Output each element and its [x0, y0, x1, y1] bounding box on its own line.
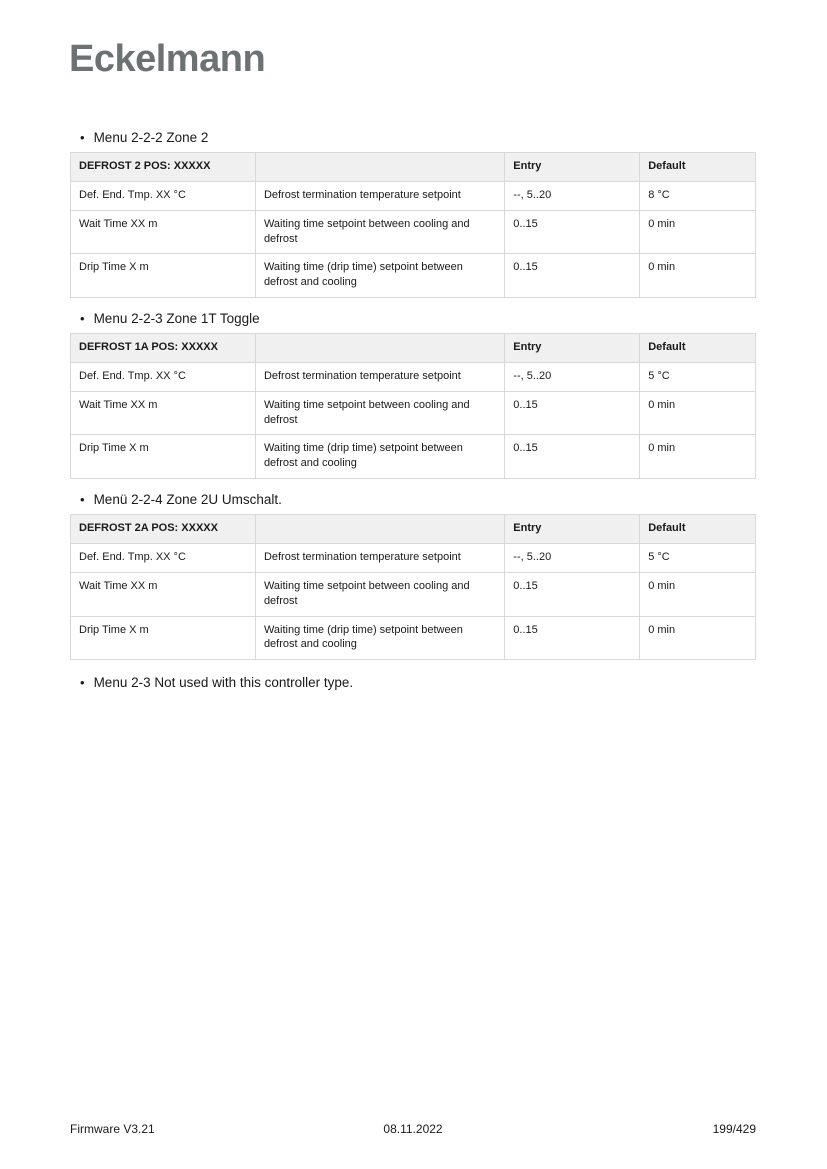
header-cell-entry: Entry	[505, 153, 640, 182]
header-cell-entry: Entry	[505, 334, 640, 363]
cell-param: Wait Time XX m	[71, 391, 256, 435]
cell-default: 0 min	[640, 572, 756, 616]
footer-firmware-version: Firmware V3.21	[70, 1122, 155, 1136]
table-row	[71, 254, 756, 298]
defrost-1a-table	[70, 333, 756, 479]
cell-entry: 0..15	[505, 435, 640, 479]
cell-description: Defrost termination temperature setpoint	[255, 362, 504, 391]
cell-entry: --, 5..20	[505, 181, 640, 210]
cell-param: Def. End. Tmp. XX °C	[71, 362, 256, 391]
cell-description: Waiting time (drip time) setpoint between defrost and cooling	[255, 254, 504, 298]
page-content	[70, 130, 756, 697]
cell-default: 8 °C	[640, 181, 756, 210]
cell-description: Defrost termination temperature setpoint	[255, 543, 504, 572]
cell-entry: 0..15	[505, 616, 640, 660]
cell-entry: --, 5..20	[505, 543, 640, 572]
defrost-2a-table	[70, 514, 756, 660]
table-row	[71, 543, 756, 572]
header-cell-entry: Entry	[505, 515, 640, 544]
cell-description: Waiting time setpoint between cooling and defrost	[255, 572, 504, 616]
header-cell-default: Default	[640, 334, 756, 363]
cell-default: 0 min	[640, 254, 756, 298]
cell-default: 0 min	[640, 435, 756, 479]
cell-entry: 0..15	[505, 210, 640, 254]
table-row	[71, 435, 756, 479]
cell-description: Waiting time (drip time) setpoint between defrost and cooling	[255, 435, 504, 479]
cell-entry: --, 5..20	[505, 362, 640, 391]
header-cell-default: Default	[640, 515, 756, 544]
menu-section-2-2-2	[70, 130, 756, 298]
bullet-icon: •	[80, 130, 85, 145]
bullet-icon: •	[80, 492, 85, 508]
cell-description: Defrost termination temperature setpoint	[255, 181, 504, 210]
cell-param: Wait Time XX m	[71, 210, 256, 254]
section-bullet-heading	[80, 311, 756, 326]
eckelmann-logo: Eckelmann	[69, 38, 266, 80]
section-heading-text: Menu 2-2-3 Zone 1T Toggle	[93, 311, 260, 327]
cell-entry: 0..15	[505, 391, 640, 435]
menu-2-3-note	[80, 675, 756, 690]
header-cell-empty	[255, 515, 504, 544]
cell-description: Waiting time setpoint between cooling and defrost	[255, 391, 504, 435]
header-cell-default: Default	[640, 153, 756, 182]
section-bullet-heading	[80, 492, 756, 507]
footer-date: 08.11.2022	[383, 1122, 443, 1136]
header-cell-pos: DEFROST 1A POS: XXXXX	[71, 334, 256, 363]
table-row	[71, 572, 756, 616]
cell-description: Waiting time setpoint between cooling and defrost	[255, 210, 504, 254]
cell-default: 5 °C	[640, 543, 756, 572]
header-cell-empty	[255, 153, 504, 182]
note-text: Menu 2-3 Not used with this controller type.	[93, 675, 354, 691]
page-footer	[70, 1122, 756, 1136]
cell-default: 0 min	[640, 391, 756, 435]
header-cell-pos: DEFROST 2 POS: XXXXX	[71, 153, 256, 182]
table-header-row	[71, 153, 756, 182]
bullet-icon: •	[80, 311, 85, 327]
table-row	[71, 616, 756, 660]
table-header-row	[71, 515, 756, 544]
section-heading-text: Menü 2-2-4 Zone 2U Umschalt.	[93, 492, 282, 508]
table-row	[71, 362, 756, 391]
menu-section-2-2-3	[70, 311, 756, 479]
cell-param: Def. End. Tmp. XX °C	[71, 181, 256, 210]
table-row	[71, 391, 756, 435]
table-row	[71, 210, 756, 254]
table-row	[71, 181, 756, 210]
cell-default: 5 °C	[640, 362, 756, 391]
cell-entry: 0..15	[505, 572, 640, 616]
cell-param: Drip Time X m	[71, 254, 256, 298]
table-header-row	[71, 334, 756, 363]
footer-page-number: 199/429	[712, 1122, 757, 1136]
cell-param: Drip Time X m	[71, 435, 256, 479]
bullet-icon: •	[80, 675, 85, 691]
header-cell-pos: DEFROST 2A POS: XXXXX	[71, 515, 256, 544]
menu-section-2-2-4	[70, 492, 756, 660]
cell-entry: 0..15	[505, 254, 640, 298]
header-cell-empty	[255, 334, 504, 363]
cell-param: Def. End. Tmp. XX °C	[71, 543, 256, 572]
cell-description: Waiting time (drip time) setpoint between defrost and cooling	[255, 616, 504, 660]
cell-default: 0 min	[640, 210, 756, 254]
defrost-2-table	[70, 152, 756, 298]
cell-param: Drip Time X m	[71, 616, 256, 660]
cell-param: Wait Time XX m	[71, 572, 256, 616]
cell-default: 0 min	[640, 616, 756, 660]
section-heading-text: Menu 2-2-2 Zone 2	[93, 130, 209, 145]
section-bullet-heading	[80, 130, 756, 145]
